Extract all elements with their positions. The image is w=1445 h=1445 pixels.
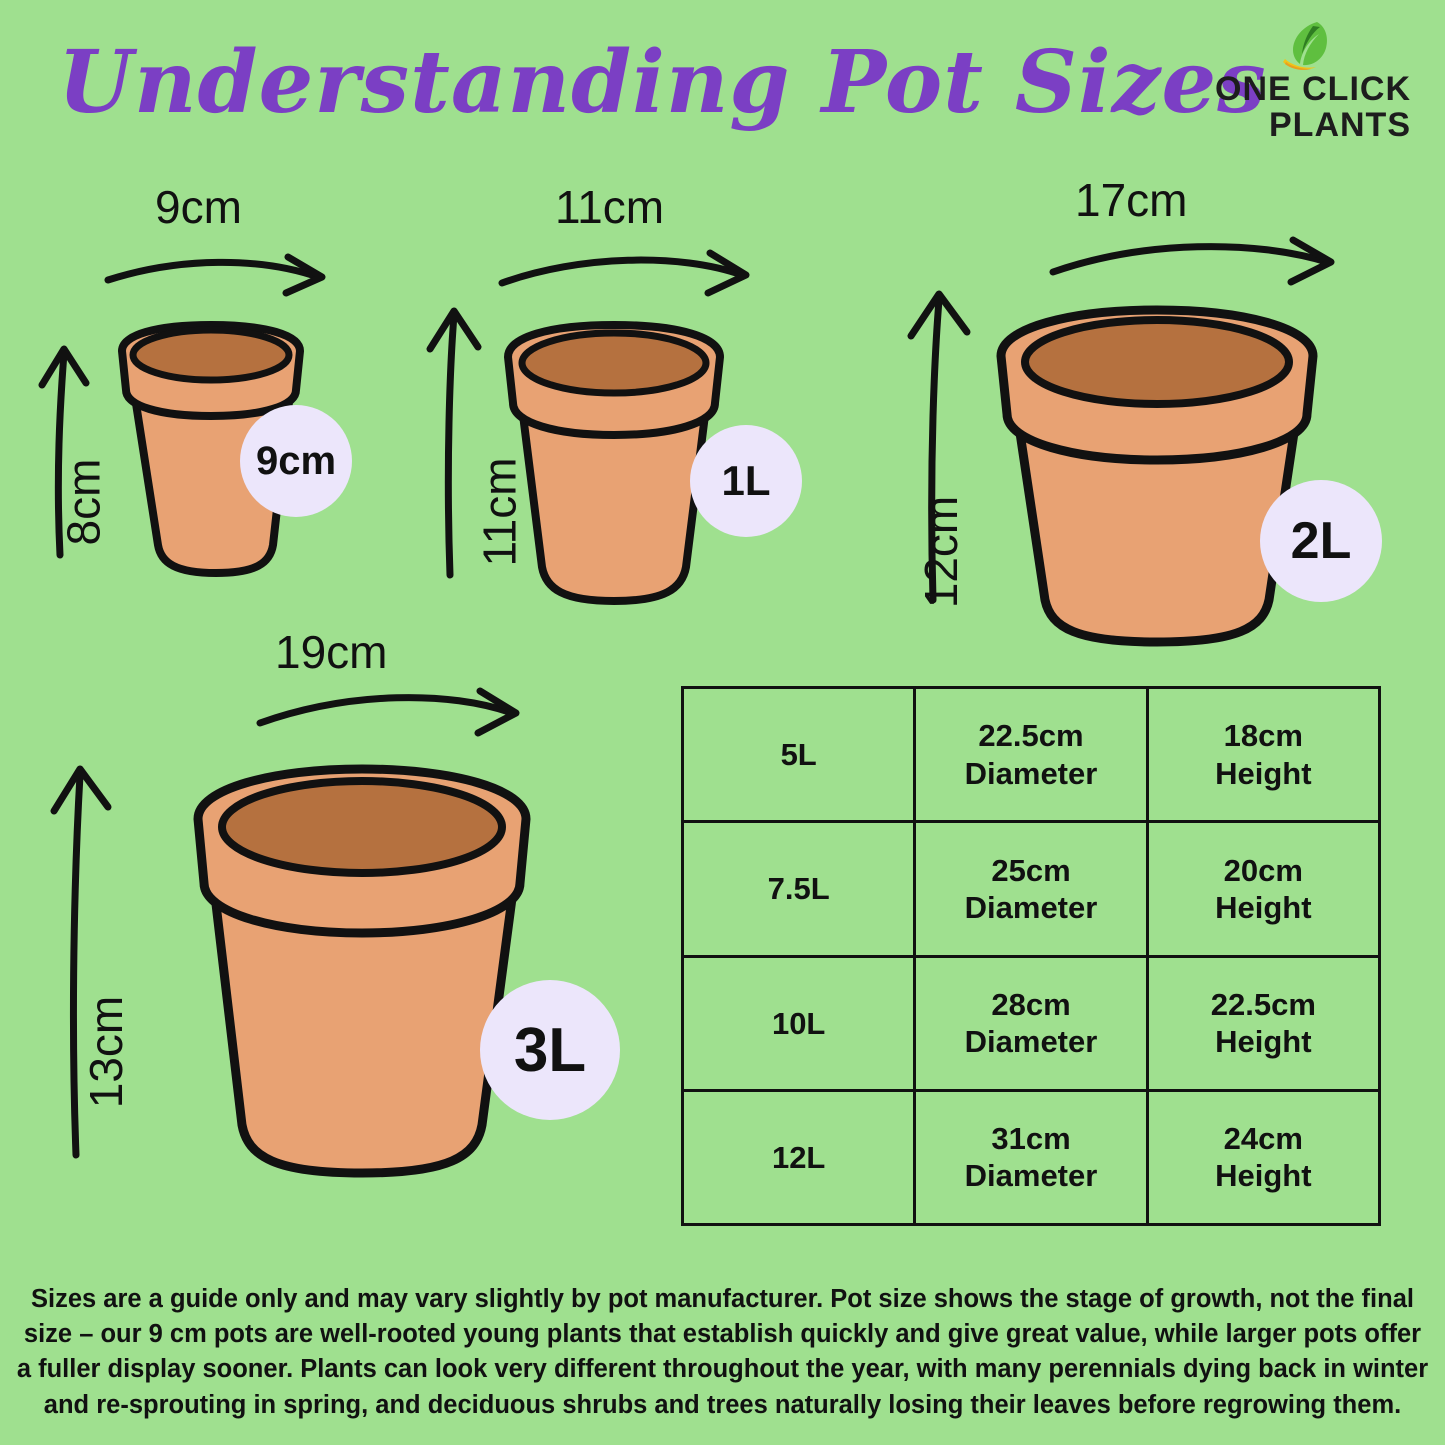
table-cell-diameter-label: Diameter [964, 889, 1098, 925]
table-row [683, 956, 1380, 1090]
pot-3l-width-label: 19cm [275, 626, 388, 678]
pot-1l-badge-label: 1L [721, 457, 771, 504]
table-cell-height-label: Height [1215, 755, 1312, 791]
table-row [683, 1090, 1380, 1224]
table-cell-height [1147, 822, 1379, 956]
pot-2l-badge [1260, 480, 1382, 602]
table-cell-diameter-value: 28cm [991, 986, 1071, 1022]
table-cell-diameter-value: 25cm [991, 852, 1071, 888]
pot-1l-illustration [390, 175, 820, 635]
table-cell-diameter [915, 822, 1147, 956]
brand-logo-line2: PLANTS [1269, 105, 1411, 144]
pot-size-table [681, 686, 1381, 1226]
table-cell-height-value: 22.5cm [1210, 986, 1316, 1022]
table-cell-height [1147, 956, 1379, 1090]
table-cell-height-value: 24cm [1223, 1121, 1303, 1157]
table-cell-height-label: Height [1215, 1158, 1312, 1194]
pot-9cm-group [30, 181, 390, 605]
table-row [683, 822, 1380, 956]
table-cell-diameter-value: 31cm [991, 1121, 1071, 1157]
table-cell-height-label: Height [1215, 889, 1312, 925]
table-cell-diameter [915, 956, 1147, 1090]
brand-logo [1165, 18, 1415, 143]
table-cell-diameter [915, 688, 1147, 822]
pot-3l-height-label: 13cm [80, 995, 133, 1109]
table-row [683, 688, 1380, 822]
table-cell-height-label: Height [1215, 1024, 1312, 1060]
pot-3l-badge [480, 980, 620, 1120]
pot-2l-width-label: 17cm [1075, 174, 1188, 226]
pot-3l-badge-label: 3L [513, 1015, 587, 1085]
pot-2l-illustration [845, 160, 1405, 680]
pot-2l-badge-label: 2L [1290, 512, 1352, 570]
table-cell-volume: 5L [683, 688, 915, 822]
page-title: Understanding Pot Sizes [58, 32, 1267, 133]
table-cell-height [1147, 688, 1379, 822]
disclaimer-text: Sizes are a guide only and may vary slightly by pot manufacturer. Pot size shows the stage of growth, not the final size – our 9 cm pots are well-rooted young plants that establish quickly and give great value, while larger pots offer a fuller display sooner. Plants can look very different throughout the year, with many perennials dying back in winter and re-sprouting in spring, and deciduous shrubs and trees naturally losing their leaves before regrowing them. [16, 1285, 1429, 1419]
brand-logo-line1: ONE CLICK [1215, 70, 1411, 108]
pot-3l-illustration [10, 615, 650, 1225]
table-cell-volume: 7.5L [683, 822, 915, 956]
table-cell-diameter-label: Diameter [964, 1158, 1098, 1194]
table-cell-height-value: 18cm [1223, 718, 1303, 754]
table-cell-volume: 12L [683, 1090, 915, 1224]
table-cell-diameter [915, 1090, 1147, 1224]
pot-1l-badge [690, 425, 802, 537]
pot-1l-group [390, 175, 820, 635]
pot-9cm-badge-label: 9cm [255, 438, 337, 483]
table-cell-diameter-label: Diameter [964, 755, 1098, 791]
brand-logo-text [1165, 72, 1415, 143]
leaf-logo-icon [1165, 18, 1415, 70]
table-cell-diameter-value: 22.5cm [978, 718, 1084, 754]
pot-1l-width-label: 11cm [555, 181, 665, 233]
pot-2l-group [845, 160, 1405, 680]
pot-9cm-width-label: 9cm [155, 181, 242, 233]
table-cell-height-value: 20cm [1223, 852, 1303, 888]
pot-2l-height-label: 12cm [915, 495, 968, 609]
pot-9cm-height-label: 8cm [57, 458, 110, 546]
pot-1l-height-label: 11cm [473, 457, 526, 567]
pot-3l-group [10, 615, 650, 1225]
table-cell-diameter-label: Diameter [964, 1024, 1098, 1060]
pot-9cm-illustration [30, 185, 390, 605]
table-cell-height [1147, 1090, 1379, 1224]
table-cell-volume: 10L [683, 956, 915, 1090]
pot-9cm-badge [240, 405, 352, 517]
